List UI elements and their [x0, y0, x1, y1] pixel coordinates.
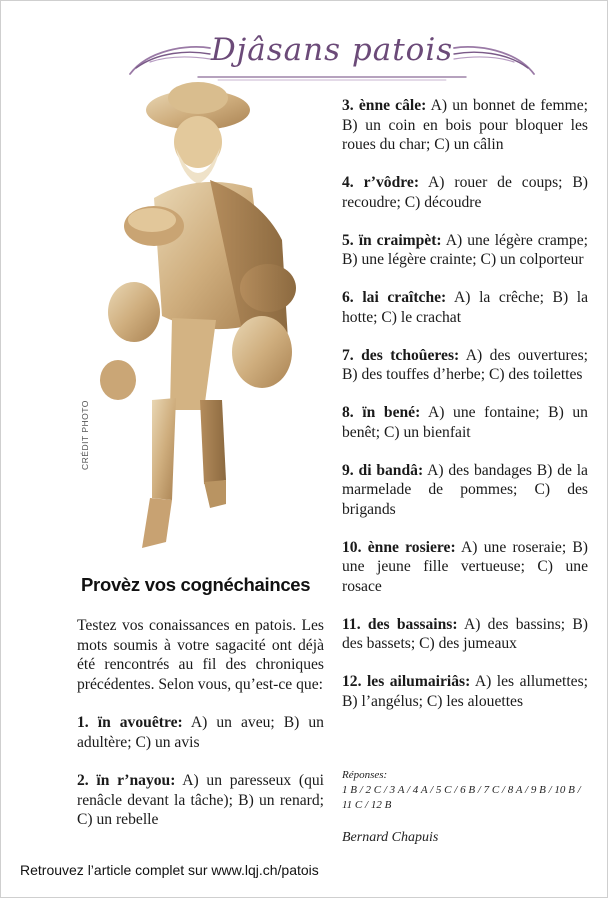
question-item	[342, 538, 588, 597]
question-item	[342, 231, 588, 270]
question-term: ïn r’nayou:	[96, 772, 176, 789]
question-number: 10.	[342, 538, 362, 556]
question-number: 1.	[77, 714, 89, 731]
question-item	[342, 96, 588, 155]
answers-text: 1 B / 2 C / 3 A / 4 A / 5 C / 6 B / 7 C / 8 A / 9 B / 10 B / 11 C / 12 B	[342, 784, 581, 811]
question-number: 3.	[342, 97, 354, 114]
left-column	[77, 574, 324, 830]
question-options: A) un aveu; B) un adultère; C) un avis	[77, 714, 324, 751]
question-item	[342, 346, 588, 385]
question-term: ïn avouêtre:	[97, 714, 183, 731]
question-term: r’vôdre:	[363, 174, 420, 191]
author-signature: Bernard Chapuis	[342, 830, 439, 845]
question-options: A) une fontaine; B) un benêt; C) un bienfait	[342, 404, 588, 441]
question-options: A) un paresseux (qui renâcle devant la tâche); B) un renard; C) un rebelle	[77, 772, 325, 828]
question-term: ïn craimpèt:	[358, 231, 442, 249]
question-options: A) les allumettes; B) l’angélus; C) les alouettes	[342, 673, 588, 710]
question-term: ïn bené:	[362, 404, 421, 421]
question-term: ènne câle:	[358, 97, 427, 114]
question-number: 2.	[77, 772, 89, 789]
question-number: 7.	[342, 346, 354, 364]
question-item	[342, 461, 588, 520]
right-column	[342, 96, 588, 730]
intro-text: Testez vos conaissances en patois. Les mots soumis à votre sagacité ont déjà été rencontrés au fil des chroniques précédentes. Selon vous, qu’est-ce que:	[77, 617, 324, 693]
question-item	[342, 288, 588, 327]
question-item	[342, 173, 588, 212]
question-options: A) la crêche; B) la hotte; C) le crachat	[342, 289, 589, 326]
question-options: A) un bonnet de femme; B) un coin en bois pour bloquer les roues du char; C) un câlin	[342, 97, 588, 153]
question-item	[77, 713, 324, 752]
question-term: di bandâ:	[358, 461, 424, 479]
question-term: ènne rosiere:	[367, 538, 456, 556]
question-options: A) une roseraie; B) une jeune fille vertueuse; C) une rosace	[342, 538, 588, 595]
question-number: 12.	[342, 673, 362, 690]
question-item	[77, 771, 324, 830]
question-options: A) une légère crampe; B) une légère crainte; C) un colporteur	[342, 231, 588, 268]
question-number: 5.	[342, 231, 354, 249]
photo-credit: CRÉDIT PHOTO	[80, 400, 90, 470]
question-number: 4.	[342, 174, 354, 191]
question-term: les ailumairiâs:	[366, 673, 471, 690]
section-title: Provèz vos cognéchainces	[81, 574, 311, 595]
header-banner	[128, 30, 536, 82]
question-options: A) des ouvertures; B) des touffes d’herbe; C) des toilettes	[342, 346, 589, 383]
answers-label: Réponses:	[342, 769, 388, 781]
question-term: des tchoûeres:	[361, 346, 460, 364]
question-term: lai craîtche:	[362, 289, 447, 306]
question-options: A) rouer de coups; B) recoudre; C) découdre	[342, 174, 588, 211]
question-number: 11.	[342, 615, 361, 633]
question-number: 9.	[342, 461, 354, 479]
question-item	[342, 615, 588, 654]
wood-carving-image	[92, 80, 312, 558]
footer-link-text: Retrouvez l’article complet sur www.lqj.ch/patois	[20, 862, 319, 878]
question-number: 6.	[342, 289, 354, 306]
question-options: A) des bassins; B) des bassets; C) des jumeaux	[342, 615, 588, 652]
question-item	[342, 403, 588, 442]
question-term: des bassains:	[367, 615, 458, 633]
answers-block	[342, 768, 588, 813]
page-title: Djâsans patois	[210, 32, 454, 68]
question-item	[342, 672, 588, 711]
question-number: 8.	[342, 404, 354, 421]
question-options: A) des bandages B) de la marmelade de pommes; C) des brigands	[342, 461, 588, 518]
